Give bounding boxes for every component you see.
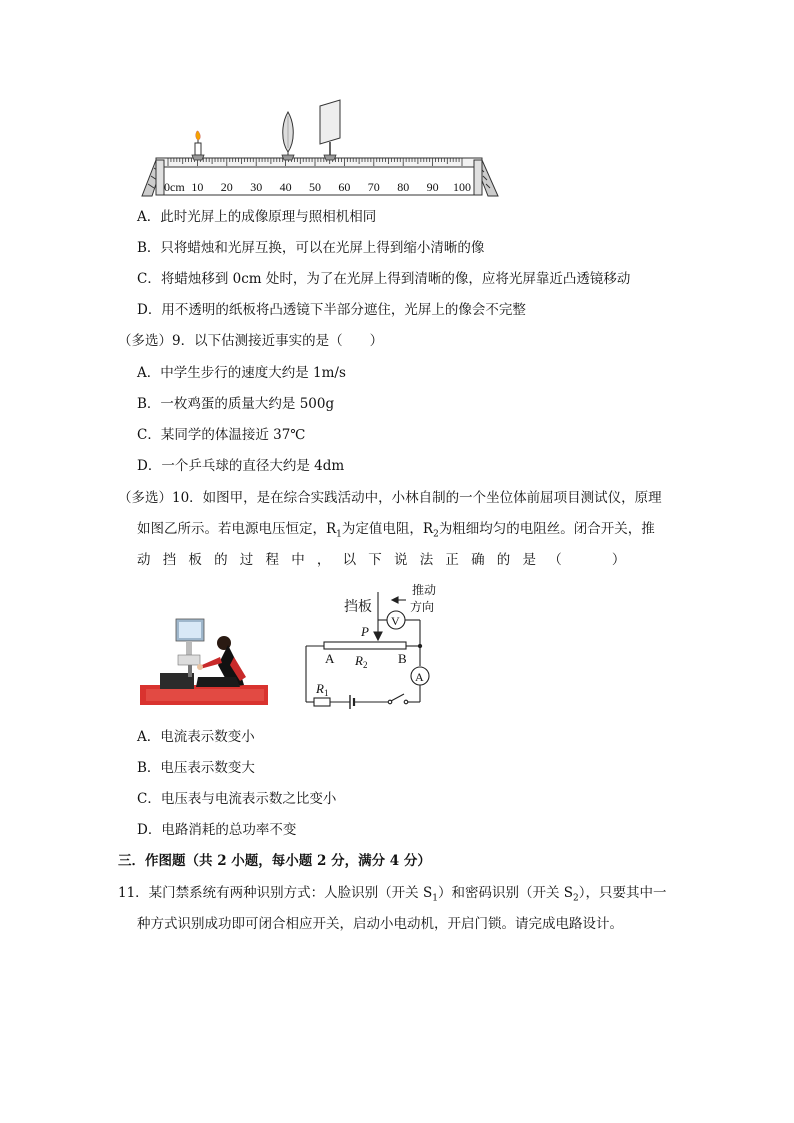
baffle-label: 挡板 xyxy=(344,600,372,615)
scale-label: 100 xyxy=(453,180,471,194)
circuit-diagram xyxy=(296,578,440,712)
scale-label: 20 xyxy=(220,180,233,194)
push-label-2: 方向 xyxy=(410,600,435,614)
scale-label: 80 xyxy=(397,180,410,194)
test-device-icon xyxy=(160,619,204,689)
switch-icon xyxy=(388,694,408,704)
q11-stem-line1: 11．某门禁系统有两种识别方式：人脸识别（开关 $S_1$）和密码识别（开关 $S_2$），只要其中一 xyxy=(118,885,667,904)
convex-lens-icon xyxy=(282,112,294,160)
q8-option-d: D．用不透明的纸板将凸透镜下半部分遮住，光屏上的像会不完整 xyxy=(137,302,526,318)
light-screen-icon xyxy=(320,100,340,160)
scale-label: 10 xyxy=(191,180,204,194)
ammeter-label: A xyxy=(415,670,424,684)
slider-label: P xyxy=(361,624,369,639)
bench-rail xyxy=(156,158,482,167)
q10-option-c: C．电压表与电流表示数之比变小 xyxy=(137,791,337,807)
q9-option-d: D．一个乒乓球的直径大约是 4dm xyxy=(137,458,345,474)
scale-label: 50 xyxy=(309,180,321,194)
sit-and-reach-photo xyxy=(140,615,270,707)
end-a-label: A xyxy=(325,651,335,666)
resistance-wire-r2 xyxy=(324,642,406,649)
push-direction-arrow xyxy=(392,597,406,603)
q10-stem-line2: 如图乙所示。若电源电压恒定，$R_1$为定值电阻，$R_2$为粗细均匀的电阻丝。闭合开关，推 xyxy=(137,521,655,540)
r2-label: $R_2$ xyxy=(355,653,368,670)
scale-label: 0cm xyxy=(164,180,185,194)
q10-stem-line1: （多选）10．如图甲，是在综合实践活动中，小林自制的一个坐位体前屈项目测试仪，原理 xyxy=(118,490,662,506)
candle-icon xyxy=(192,131,204,160)
q8-option-a: A．此时光屏上的成像原理与照相机相同 xyxy=(137,209,377,225)
resistor-r1-icon xyxy=(314,698,330,706)
q10-stem-line3: 动挡板的过程中，以下说法正确的是（ ） xyxy=(137,552,638,568)
q10-option-a: A．电流表示数变小 xyxy=(137,729,255,745)
q9-option-b: B．一枚鸡蛋的质量大约是 500g xyxy=(137,396,335,412)
q9-option-c: C．某同学的体温接近 37℃ xyxy=(137,427,306,443)
scale-label: 70 xyxy=(367,180,380,194)
scale-label: 60 xyxy=(338,180,351,194)
slider-p-arrow xyxy=(374,632,382,640)
scale-label: 40 xyxy=(279,180,292,194)
q9-stem: （多选）9．以下估测接近事实的是（ ） xyxy=(118,333,384,349)
section-3-title: 三．作图题（共 2 小题，每小题 2 分，满分 4 分） xyxy=(118,853,431,869)
q8-option-b: B．只将蜡烛和光屏互换，可以在光屏上得到缩小清晰的像 xyxy=(137,240,485,256)
q11-stem-line2: 种方式识别成功即可闭合相应开关，启动小电动机，开启门锁。请完成电路设计。 xyxy=(137,916,623,932)
battery-icon xyxy=(350,695,354,709)
r1-label: $R_1$ xyxy=(316,681,329,698)
q9-option-a: A．中学生步行的速度大约是 1m/s xyxy=(137,365,346,381)
student-figure xyxy=(196,636,246,687)
scale-label: 30 xyxy=(250,180,263,194)
q8-option-c: C．将蜡烛移到 0cm 处时，为了在光屏上得到清晰的像，应将光屏靠近凸透镜移动 xyxy=(137,271,631,287)
end-b-label: B xyxy=(398,651,407,666)
scale-label: 90 xyxy=(426,180,439,194)
push-label-1: 推动 xyxy=(412,583,437,597)
voltmeter-label: V xyxy=(391,614,400,628)
optical-bench-figure xyxy=(140,98,500,198)
q10-option-d: D．电路消耗的总功率不变 xyxy=(137,822,297,838)
q10-option-b: B．电压表示数变大 xyxy=(137,760,255,776)
